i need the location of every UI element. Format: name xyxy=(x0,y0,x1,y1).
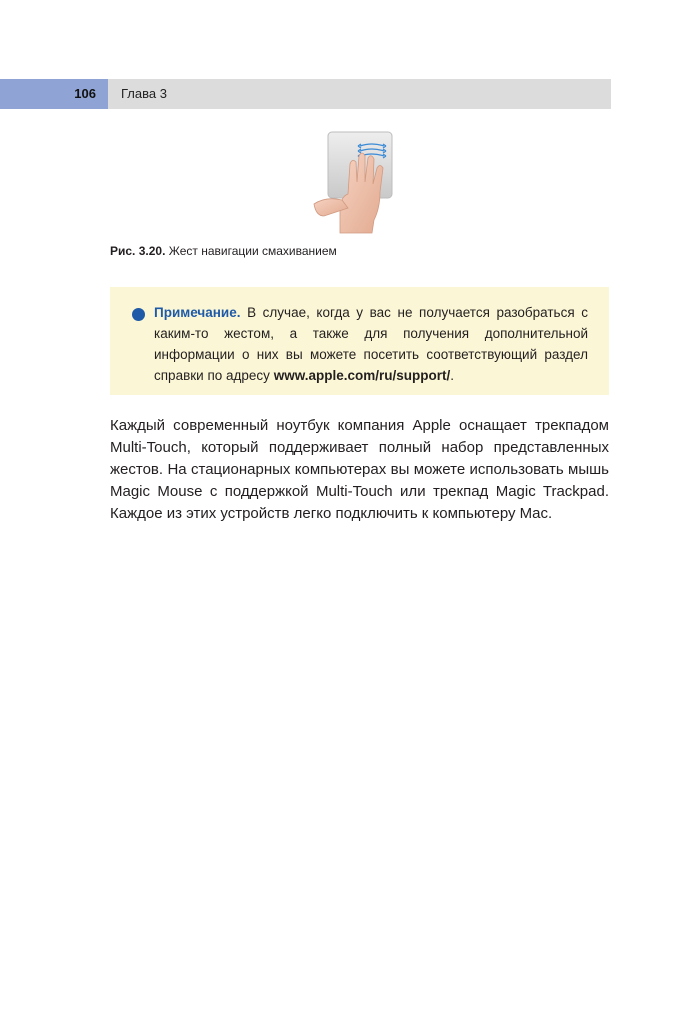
trackpad-swipe-hand-icon xyxy=(312,128,396,234)
figure-label: Рис. 3.20. xyxy=(110,244,166,258)
figure-caption xyxy=(110,244,337,258)
note-text xyxy=(154,302,588,386)
note-title: Примечание. xyxy=(154,305,241,320)
trackpad-swipe-figure xyxy=(312,128,396,234)
page-number: 106 xyxy=(74,86,96,101)
support-link[interactable]: www.apple.com/ru/support/ xyxy=(273,368,451,383)
note-box xyxy=(110,287,609,395)
note-bullet-icon xyxy=(132,308,145,321)
page-number-block xyxy=(0,79,108,109)
body-paragraph: Каждый современный ноутбук компания Apple оснащает трекпадом Multi-Touch, который поддерживает полный набор представленных жестов. На стационарных компьютерах вы можете использовать мышь Magic Mouse с поддержкой Multi-Touch или трекпад Magic Trackpad. Каждое из этих устройств легко подключить к компьютеру Mac. xyxy=(110,417,609,522)
chapter-label: Глава 3 xyxy=(121,86,167,101)
running-header xyxy=(0,79,611,109)
note-end: . xyxy=(450,368,454,383)
note-body: В случае, когда у вас не получается разобраться с каким-то жестом, а также для получения дополнительной информации о них вы можете посетить соответствующий раздел справки по адресу xyxy=(154,305,588,383)
figure-caption-text: Жест навигации смахиванием xyxy=(168,244,337,258)
